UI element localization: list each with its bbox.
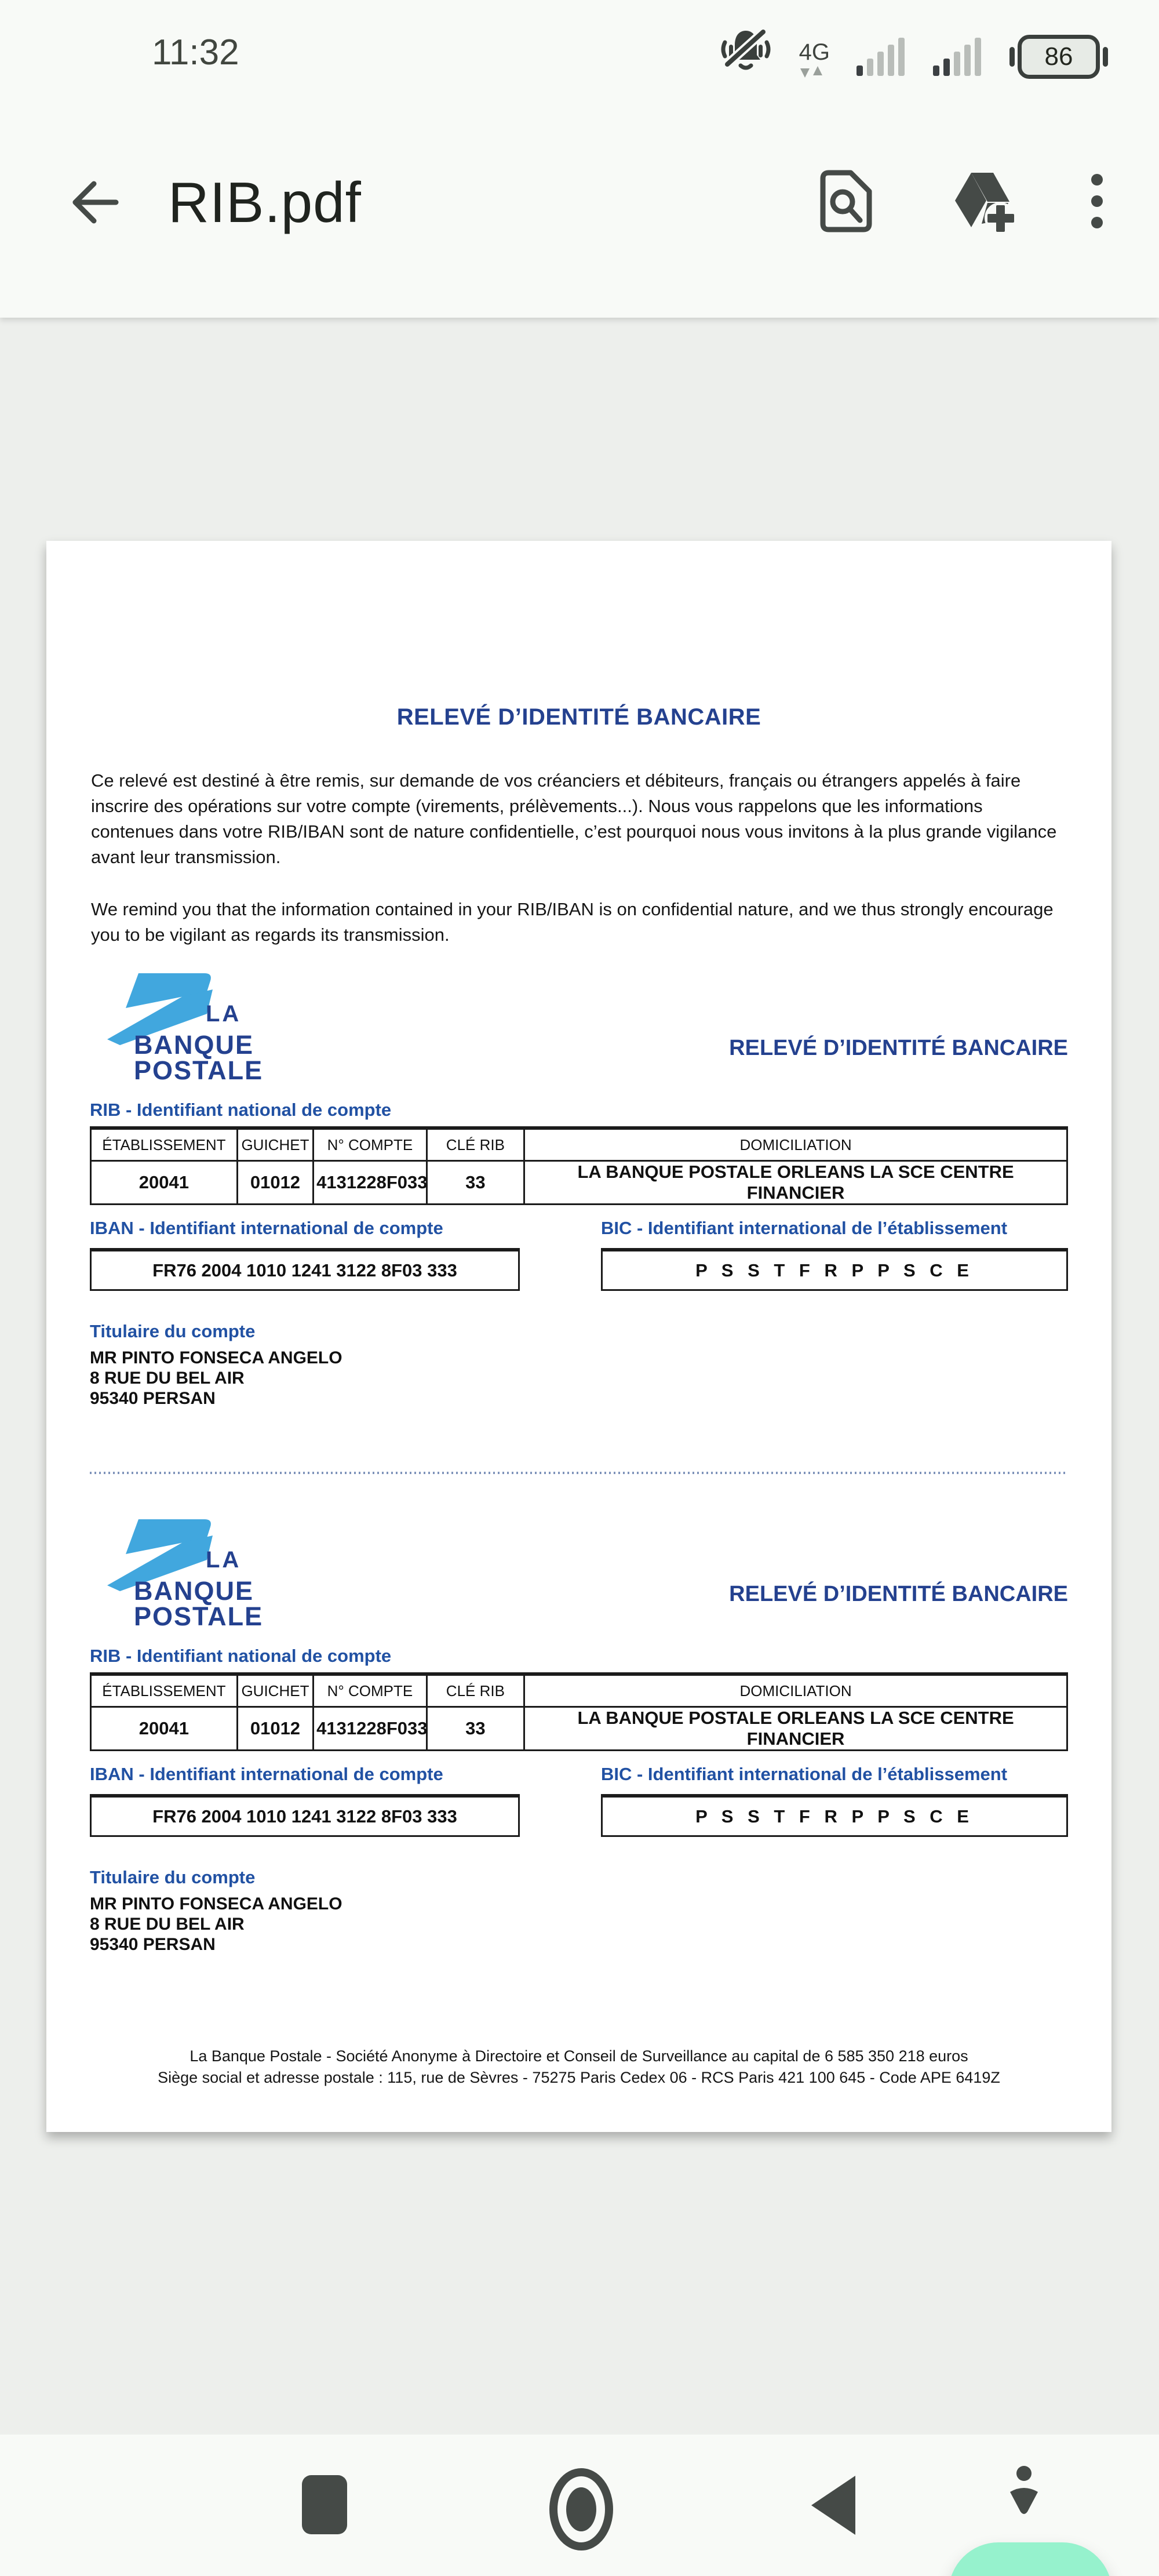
val-domiciliation: LA BANQUE POSTALE ORLEANS LA SCE CENTRE FINANCIER bbox=[524, 1707, 1067, 1751]
logo-word-la: LA bbox=[206, 1001, 242, 1027]
la-banque-postale-logo bbox=[103, 965, 264, 1085]
holder-name: MR PINTO FONSECA ANGELO bbox=[90, 1894, 342, 1913]
iban-label: IBAN - Identifiant international de compte bbox=[90, 1218, 443, 1238]
holder-street: 8 RUE DU BEL AIR bbox=[90, 1915, 245, 1934]
col-compte: N° COMPTE bbox=[314, 1674, 427, 1707]
col-compte: N° COMPTE bbox=[314, 1128, 427, 1161]
pdf-page bbox=[46, 541, 1111, 2132]
vibrate-mute-icon bbox=[719, 26, 772, 79]
section-header: RELEVÉ D’IDENTITÉ BANCAIRE bbox=[729, 1036, 1068, 1060]
pdf-viewer[interactable] bbox=[0, 318, 1159, 2435]
logo-word-postale: POSTALE bbox=[134, 1602, 264, 1631]
col-guichet: GUICHET bbox=[237, 1674, 313, 1707]
document-search-icon bbox=[818, 168, 874, 234]
holder-name: MR PINTO FONSECA ANGELO bbox=[90, 1348, 342, 1367]
col-domiciliation: DOMICILIATION bbox=[524, 1128, 1067, 1161]
battery-body bbox=[1018, 35, 1100, 79]
val-cle-rib: 33 bbox=[427, 1707, 524, 1751]
iban-value: FR76 2004 1010 1241 3122 8F03 333 bbox=[90, 1248, 520, 1291]
battery-right-tick bbox=[1103, 47, 1108, 67]
val-domiciliation: LA BANQUE POSTALE ORLEANS LA SCE CENTRE FINANCIER bbox=[524, 1161, 1067, 1205]
holder-street: 8 RUE DU BEL AIR bbox=[90, 1369, 245, 1388]
col-cle-rib: CLÉ RIB bbox=[427, 1674, 524, 1707]
bic-label: BIC - Identifiant international de l’établissement bbox=[601, 1764, 1008, 1784]
recents-square-icon bbox=[302, 2475, 347, 2534]
dot-chevron-down-icon bbox=[1005, 2464, 1043, 2531]
logo-word-banque: BANQUE bbox=[134, 1576, 254, 1606]
top-header bbox=[0, 0, 1159, 318]
doc-intro bbox=[91, 768, 1068, 948]
val-compte: 4131228F033 bbox=[314, 1161, 427, 1205]
val-etablissement: 20041 bbox=[91, 1707, 238, 1751]
status-icons bbox=[719, 26, 1108, 79]
app-bar bbox=[0, 99, 1159, 318]
footer-line-1: La Banque Postale - Société Anonyme à Directoire et Conseil de Surveillance au capital de 6 585 350 218 euros bbox=[189, 2047, 968, 2065]
data-activity-arrows-icon bbox=[799, 65, 825, 79]
rib-table bbox=[90, 1126, 1068, 1205]
col-etablissement: ÉTABLISSEMENT bbox=[91, 1674, 238, 1707]
back-button[interactable] bbox=[68, 176, 132, 229]
intro-paragraph-fr: Ce relevé est destiné à être remis, sur demande de vos créanciers et débiteurs, français ou étrangers appelés à faire inscrire des opérations sur votre compte (virements, prélèvements...). Nous vous rappelons que les informations contenues dans votre RIB/IBAN sont de nature confidentielle, c’est pourquoi nous vous invitons à la plus grande vigilance avant leur transmission. bbox=[91, 770, 1057, 867]
val-etablissement: 20041 bbox=[91, 1161, 238, 1205]
holder-address bbox=[90, 1894, 342, 1955]
home-button[interactable] bbox=[544, 2466, 619, 2553]
logo-word-postale: POSTALE bbox=[134, 1056, 264, 1085]
val-cle-rib: 33 bbox=[427, 1161, 524, 1205]
holder-label: Titulaire du compte bbox=[90, 1321, 256, 1341]
col-etablissement: ÉTABLISSEMENT bbox=[91, 1128, 238, 1161]
network-cell bbox=[799, 41, 830, 79]
clock: 11:32 bbox=[152, 32, 239, 72]
battery-icon bbox=[1009, 35, 1108, 79]
dotted-separator bbox=[90, 1472, 1068, 1474]
holder-city: 95340 PERSAN bbox=[90, 1935, 216, 1954]
val-guichet: 01012 bbox=[237, 1707, 313, 1751]
drive-add-icon bbox=[948, 167, 1016, 235]
bic-label: BIC - Identifiant international de l’établissement bbox=[601, 1218, 1008, 1238]
rib-label: RIB - Identifiant national de compte bbox=[90, 1100, 392, 1120]
document-title: RIB.pdf bbox=[168, 170, 362, 234]
add-to-drive-button[interactable] bbox=[948, 167, 1016, 238]
col-cle-rib: CLÉ RIB bbox=[427, 1128, 524, 1161]
bic-value: P S S T F R P P S C E bbox=[601, 1248, 1068, 1291]
rib-block bbox=[90, 1511, 1068, 1986]
la-banque-postale-logo bbox=[103, 1511, 264, 1631]
rib-table bbox=[90, 1672, 1068, 1751]
intro-paragraph-en: We remind you that the information contained in your RIB/IBAN is on confidential nature, and we thus strongly encourage you to be vigilant as regards its transmission. bbox=[91, 899, 1054, 945]
more-vert-icon bbox=[1091, 173, 1103, 229]
find-in-document-button[interactable] bbox=[818, 168, 874, 237]
col-domiciliation: DOMICILIATION bbox=[524, 1674, 1067, 1707]
logo-word-banque: BANQUE bbox=[134, 1030, 254, 1060]
val-compte: 4131228F033 bbox=[314, 1707, 427, 1751]
section-header: RELEVÉ D’IDENTITÉ BANCAIRE bbox=[729, 1582, 1068, 1606]
col-guichet: GUICHET bbox=[237, 1128, 313, 1161]
app-bar-actions bbox=[818, 167, 1103, 238]
logo-word-la: LA bbox=[206, 1547, 242, 1573]
holder-label: Titulaire du compte bbox=[90, 1867, 256, 1887]
arrow-left-icon bbox=[68, 176, 122, 229]
holder-address bbox=[90, 1348, 342, 1409]
network-type-label: 4G bbox=[799, 39, 830, 65]
doc-footer bbox=[90, 2046, 1068, 2089]
status-bar bbox=[0, 0, 1159, 99]
iban-label: IBAN - Identifiant international de compte bbox=[90, 1764, 443, 1784]
battery-left-tick bbox=[1009, 47, 1015, 67]
recents-button[interactable] bbox=[293, 2473, 356, 2537]
doc-main-title: RELEVÉ D’IDENTITÉ BANCAIRE bbox=[396, 704, 761, 730]
signal-strength-sim2-icon bbox=[933, 34, 983, 79]
rib-label: RIB - Identifiant national de compte bbox=[90, 1646, 392, 1666]
rib-block bbox=[90, 965, 1068, 1440]
back-triangle-icon bbox=[809, 2473, 858, 2537]
val-guichet: 01012 bbox=[237, 1161, 313, 1205]
pdf-page-content bbox=[90, 541, 1068, 2132]
nav-hide-button[interactable] bbox=[998, 2460, 1050, 2535]
iban-value: FR76 2004 1010 1241 3122 8F03 333 bbox=[90, 1794, 520, 1837]
holder-city: 95340 PERSAN bbox=[90, 1389, 216, 1408]
footer-line-2: Siège social et adresse postale : 115, rue de Sèvres - 75275 Paris Cedex 06 - RCS Paris 421 100 645 - Code APE 6419Z bbox=[158, 2069, 1000, 2086]
bic-value: P S S T F R P P S C E bbox=[601, 1794, 1068, 1837]
back-nav-button[interactable] bbox=[804, 2471, 862, 2540]
home-circle-icon bbox=[546, 2467, 616, 2552]
table-row bbox=[91, 1707, 1067, 1751]
signal-strength-sim1-icon bbox=[857, 34, 906, 79]
overflow-menu-button[interactable] bbox=[1091, 173, 1103, 232]
battery-level: 86 bbox=[1044, 42, 1073, 71]
table-row bbox=[91, 1161, 1067, 1205]
